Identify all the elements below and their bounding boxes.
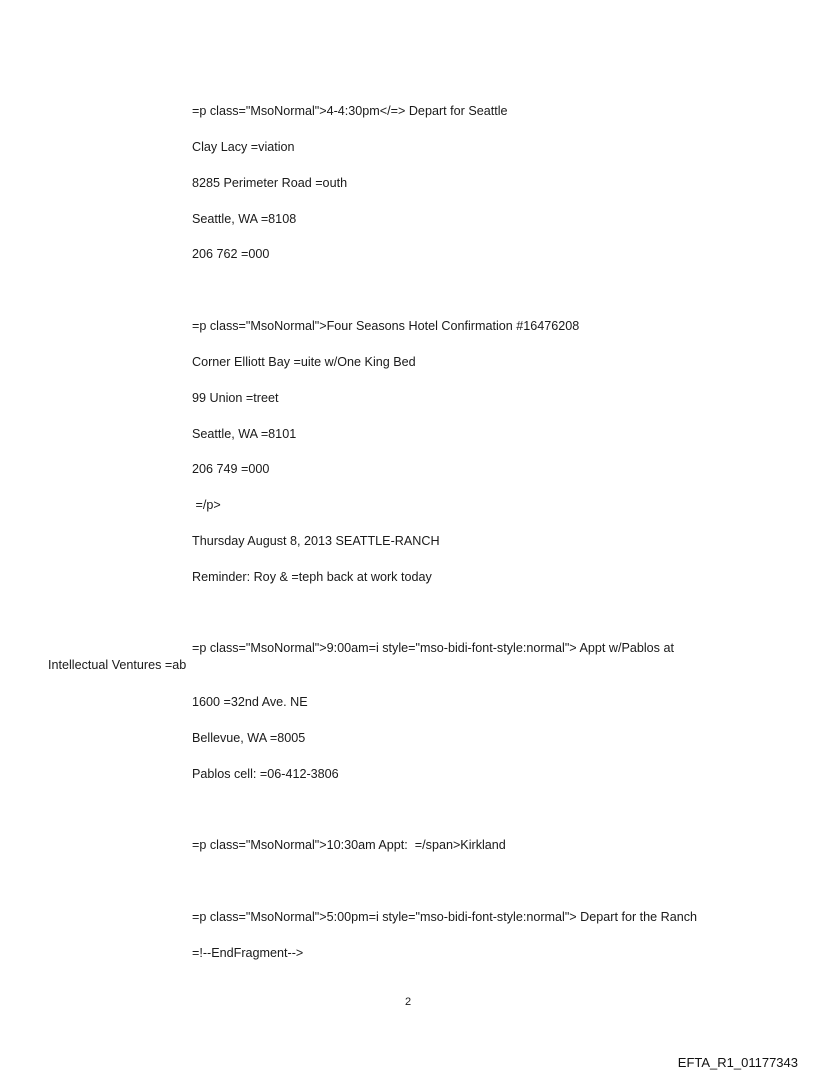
text-line: Seattle, WA =8101	[192, 427, 297, 441]
depart-seattle-heading: =p class="MsoNormal">4-4:30pm</=> Depart for Seattle	[192, 104, 508, 118]
appointment-heading-continued: Intellectual Ventures =ab	[48, 658, 187, 672]
text-line: 99 Union =treet	[192, 391, 279, 405]
text-line: Clay Lacy =viation	[192, 140, 295, 154]
text-line: 206 762 =000	[192, 247, 270, 261]
kirkland-appointment-heading: =p class="MsoNormal">10:30am Appt: =/span>Kirkland	[192, 838, 506, 852]
text-line: =/p>	[192, 498, 221, 512]
text-line: Seattle, WA =8108	[192, 212, 297, 226]
date-line: Thursday August 8, 2013 SEATTLE-RANCH	[192, 534, 440, 548]
text-line: Corner Elliott Bay =uite w/One King Bed	[192, 355, 416, 369]
document-id: EFTA_R1_01177343	[677, 1055, 798, 1070]
page-number: 2	[404, 996, 412, 1008]
appointment-heading: =p class="MsoNormal">9:00am=i style="mso-bidi-font-style:normal"> Appt w/Pablos at	[192, 641, 674, 655]
end-fragment-line: =!--EndFragment-->	[192, 946, 304, 960]
reminder-line: Reminder: Roy & =teph back at work today	[192, 570, 432, 584]
hotel-confirmation-heading: =p class="MsoNormal">Four Seasons Hotel Confirmation #16476208	[192, 319, 580, 333]
depart-ranch-heading: =p class="MsoNormal">5:00pm=i style="mso-bidi-font-style:normal"> Depart for the Ranch	[192, 910, 698, 924]
text-line: 206 749 =000	[192, 462, 270, 476]
text-line: 1600 =32nd Ave. NE	[192, 695, 308, 709]
text-line: Bellevue, WA =8005	[192, 731, 306, 745]
text-line: 8285 Perimeter Road =outh	[192, 176, 348, 190]
text-line: Pablos cell: =06-412-3806	[192, 767, 339, 781]
